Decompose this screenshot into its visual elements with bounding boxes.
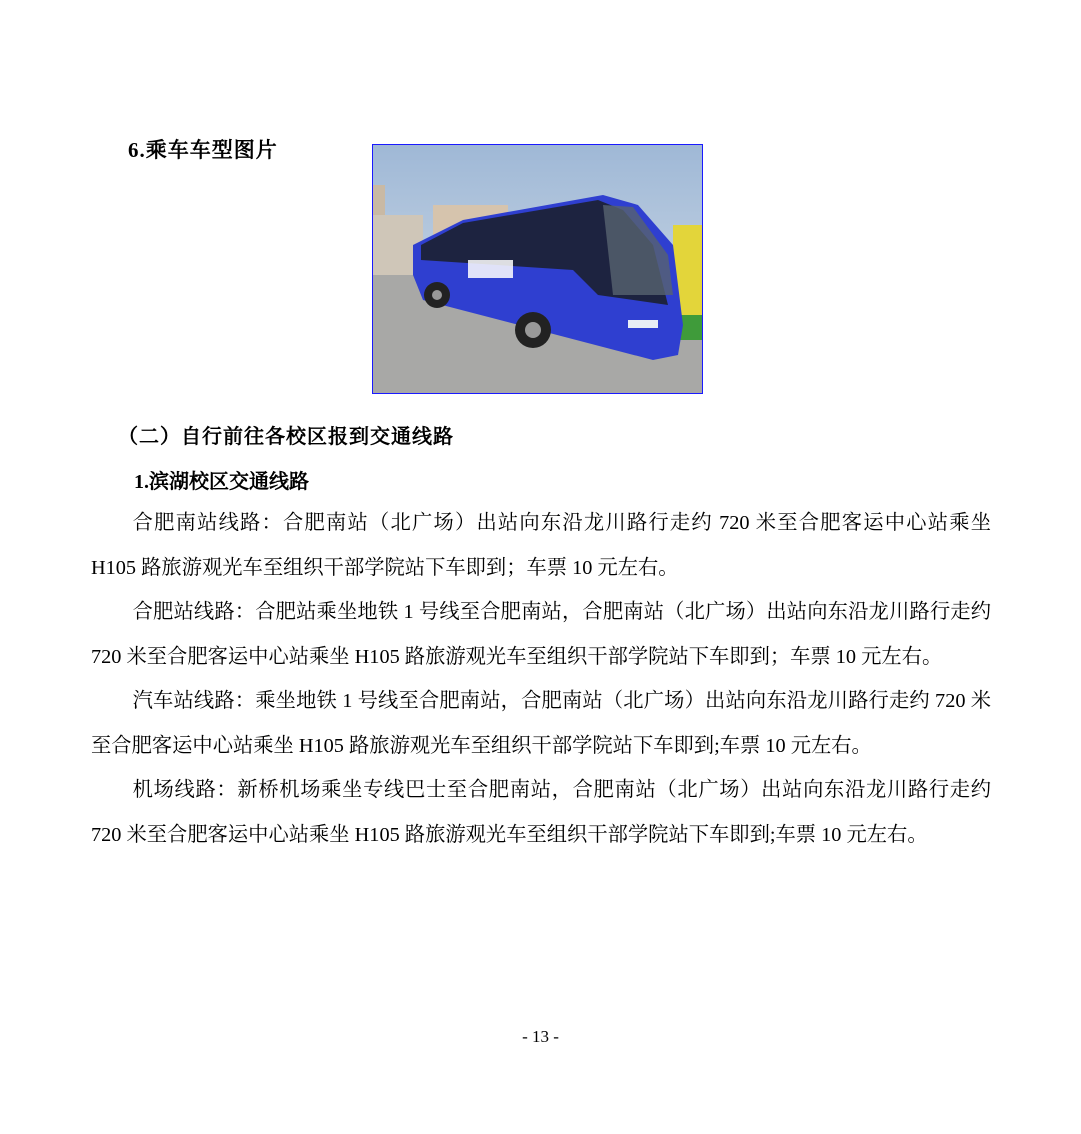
route-hefei-station: 合肥站线路：合肥站乘坐地铁 1 号线至合肥南站，合肥南站（北广场）出站向东沿龙川路行走约 720 米至合肥客运中心站乘坐 H105 路旅游观光车至组织干部学院站下车即到；车票 10 元左右。 <box>91 601 991 668</box>
route-paragraphs <box>91 501 991 857</box>
page-number: - 13 - <box>522 1027 559 1046</box>
subsection-heading-binhu-campus: 1.滨湖校区交通线路 <box>134 471 309 493</box>
route-airport: 机场线路：新桥机场乘坐专线巴士至合肥南站，合肥南站（北广场）出站向东沿龙川路行走约 720 米至合肥客运中心站乘坐 H105 路旅游观光车至组织干部学院站下车即到;车票 10 元左右。 <box>91 779 991 846</box>
bus-image-icon <box>373 145 702 393</box>
section-heading-self-travel-routes: （二）自行前往各校区报到交通线路 <box>118 426 454 448</box>
bus-photo <box>372 144 703 394</box>
route-bus-station: 汽车站线路：乘坐地铁 1 号线至合肥南站，合肥南站（北广场）出站向东沿龙川路行走约 720 米至合肥客运中心站乘坐 H105 路旅游观光车至组织干部学院站下车即到;车票 10 元左右。 <box>91 690 991 757</box>
route-hefei-south: 合肥南站线路：合肥南站（北广场）出站向东沿龙川路行走约 720 米至合肥客运中心站乘坐 H105 路旅游观光车至组织干部学院站下车即到；车票 10 元左右。 <box>91 512 991 579</box>
section-heading-vehicle-photo: 6.乘车车型图片 <box>128 138 278 162</box>
